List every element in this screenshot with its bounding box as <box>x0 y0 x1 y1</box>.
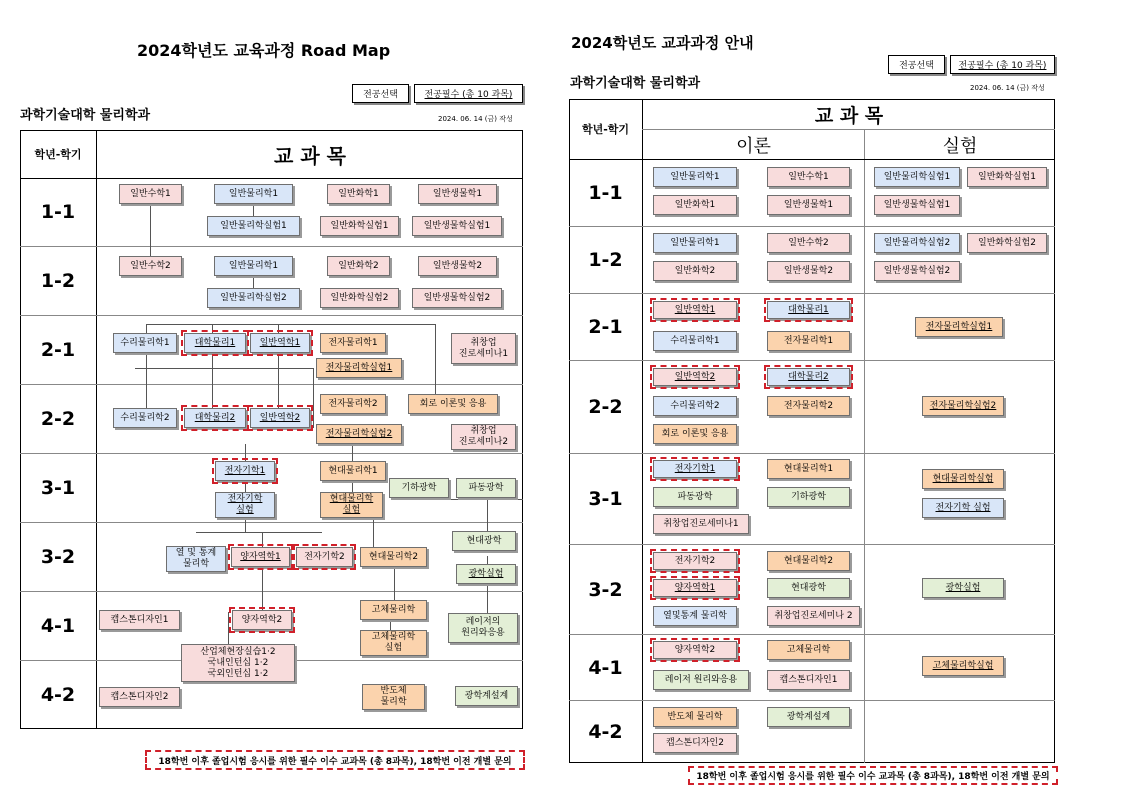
course-box[interactable]: 캡스톤디자인2 <box>99 687 180 707</box>
left-term: 4-2 <box>40 683 76 706</box>
left-dept: 과학기술대학 물리학과 <box>20 108 151 123</box>
course-box[interactable]: 전자물리학실험2 <box>316 424 402 444</box>
course-box[interactable]: 현대물리학2 <box>767 551 850 571</box>
right-required-note: 18학번 이후 졸업시험 응시를 위한 필수 이수 교과목 (총 8과목), 18학번 이전 개별 문의 <box>688 766 1058 785</box>
course-box[interactable]: 일반물리학실험2 <box>207 288 300 308</box>
course-box[interactable]: 일반물리학실험1 <box>207 216 300 236</box>
course-box[interactable]: 일반화학실험1 <box>967 167 1047 187</box>
course-box[interactable]: 고체물리학실험 <box>922 656 1004 676</box>
left-term: 2-1 <box>40 338 76 361</box>
left-term: 3-1 <box>40 476 76 499</box>
course-box[interactable]: 전자물리학1 <box>320 333 386 353</box>
course-box[interactable]: 반도체 물리학 <box>653 707 737 727</box>
course-box[interactable]: 수리물리학1 <box>113 333 177 353</box>
course-box[interactable]: 전자물리학2 <box>320 394 386 414</box>
required-course-box[interactable]: 전자기학2 <box>653 552 737 570</box>
required-course-box[interactable]: 양자역학1 <box>231 547 290 567</box>
course-box[interactable]: 레이저의 원리와응용 <box>448 613 518 643</box>
left-header-courses: 교 과 목 <box>274 143 346 168</box>
required-course-box[interactable]: 양자역학2 <box>232 610 292 630</box>
left-term: 4-1 <box>40 614 76 637</box>
course-box[interactable]: 일반생물학2 <box>767 261 850 281</box>
left-required-note: 18학번 이후 졸업시험 응시를 위한 필수 이수 교과목 (총 8과목), 18학번 이전 개별 문의 <box>145 750 525 770</box>
course-box[interactable]: 일반수학1 <box>119 184 182 204</box>
right-term: 2-2 <box>588 396 623 418</box>
course-box[interactable]: 현대광학 <box>767 578 850 598</box>
course-box[interactable]: 일반화학실험2 <box>320 288 399 308</box>
right-term: 4-2 <box>588 721 623 743</box>
course-box[interactable]: 전자기학 실험 <box>215 492 275 518</box>
required-course-box[interactable]: 대학물리1 <box>184 333 246 353</box>
course-box[interactable]: 일반생물학실험1 <box>874 195 960 215</box>
course-box[interactable]: 일반화학실험2 <box>967 233 1047 253</box>
left-term: 1-1 <box>40 201 76 223</box>
required-course-box[interactable]: 일반역학1 <box>250 333 310 353</box>
course-box[interactable]: 현대물리학1 <box>767 459 850 479</box>
course-box[interactable]: 일반물리학1 <box>214 256 293 276</box>
course-box[interactable]: 취창업 진로세미나2 <box>451 424 516 450</box>
right-legend-elective: 전공선택 <box>888 55 945 74</box>
right-header-year: 학년-학기 <box>581 123 630 136</box>
right-header-lab: 실험 <box>942 135 978 157</box>
course-box[interactable]: 회로 이론및 응용 <box>408 394 498 414</box>
left-header-year: 학년-학기 <box>34 148 82 161</box>
required-course-box[interactable]: 대학물리2 <box>767 368 850 386</box>
right-title: 2024학년도 교과과정 안내 <box>571 34 754 52</box>
course-box[interactable]: 일반화학2 <box>327 256 390 276</box>
course-box[interactable]: 전자기학 실험 <box>922 498 1004 518</box>
course-box[interactable]: 기하광학 <box>767 487 850 507</box>
left-title: 2024학년도 교육과정 Road Map <box>137 41 391 60</box>
course-box[interactable]: 현대물리학1 <box>320 461 386 481</box>
course-box[interactable]: 파동광학 <box>456 478 516 498</box>
course-box[interactable]: 캡스톤디자인2 <box>653 733 737 753</box>
required-course-box[interactable]: 대학물리1 <box>767 301 850 319</box>
required-course-box[interactable]: 일반역학2 <box>250 408 310 428</box>
right-term: 2-1 <box>588 316 623 338</box>
course-box[interactable]: 일반수학1 <box>767 167 850 187</box>
course-box[interactable]: 고체물리학 <box>767 640 850 660</box>
course-box[interactable]: 일반수학2 <box>119 256 182 276</box>
course-box[interactable]: 수리물리학1 <box>653 331 737 351</box>
course-box[interactable]: 일반생물학2 <box>418 256 497 276</box>
course-box[interactable]: 취창업진로세미나 2 <box>767 606 860 626</box>
course-box[interactable]: 기하광학 <box>389 478 449 498</box>
course-box[interactable]: 반도체 물리학 <box>362 684 425 710</box>
course-box[interactable]: 일반화학실험1 <box>320 216 399 236</box>
course-box[interactable]: 취창업진로세미나1 <box>653 514 749 534</box>
course-box[interactable]: 현대물리학 실험 <box>320 492 383 518</box>
left-legend-required: 전공필수 (총 10 과목) <box>414 84 523 103</box>
course-box[interactable]: 전자물리학실험1 <box>316 358 402 378</box>
course-box[interactable]: 광학실험 <box>456 564 516 584</box>
course-box[interactable]: 현대물리학실험 <box>922 469 1004 489</box>
course-box[interactable]: 전자물리학2 <box>767 396 850 416</box>
left-date: 2024. 06. 14 (금) 작성 <box>438 115 513 123</box>
course-box[interactable]: 고체물리학 <box>360 600 427 620</box>
left-legend-elective: 전공선택 <box>352 84 409 103</box>
course-box[interactable]: 일반생물학실험2 <box>412 288 502 308</box>
right-header-theory: 이론 <box>736 135 771 157</box>
required-course-box[interactable]: 전자기학1 <box>653 460 737 478</box>
required-course-box[interactable]: 전자기학2 <box>296 547 353 567</box>
course-box[interactable]: 일반물리학실험2 <box>874 233 960 253</box>
course-box[interactable]: 일반생물학1 <box>767 195 850 215</box>
left-term: 1-2 <box>40 269 76 292</box>
left-term: 2-2 <box>40 407 76 430</box>
required-course-box[interactable]: 전자기학1 <box>215 461 275 481</box>
right-header-courses: 교 과 목 <box>814 104 884 127</box>
course-box[interactable]: 열및통계 물리학 <box>653 606 737 626</box>
course-box[interactable]: 고체물리학 실험 <box>360 630 427 656</box>
course-box[interactable]: 일반화학1 <box>327 184 390 204</box>
course-box[interactable]: 열 및 통계 물리학 <box>166 546 226 572</box>
course-box[interactable]: 일반물리학1 <box>653 233 737 253</box>
required-course-box[interactable]: 대학물리2 <box>184 408 246 428</box>
course-box[interactable]: 일반생물학실험1 <box>412 216 502 236</box>
course-box[interactable]: 일반물리학1 <box>653 167 737 187</box>
course-box[interactable]: 일반물리학1 <box>214 184 293 204</box>
right-term: 3-2 <box>588 578 623 601</box>
course-box[interactable]: 현대물리학2 <box>360 547 427 567</box>
right-term: 3-1 <box>588 488 623 510</box>
course-box[interactable]: 전자물리학실험1 <box>915 317 1003 337</box>
required-course-box[interactable]: 일반역학1 <box>653 301 737 319</box>
course-box[interactable]: 파동광학 <box>653 487 737 507</box>
course-box[interactable]: 수리물리학2 <box>113 408 177 428</box>
required-course-box[interactable]: 양자역학1 <box>653 579 737 597</box>
course-box[interactable]: 전자물리학실험2 <box>922 396 1004 416</box>
course-box[interactable]: 레이저 원리와응용 <box>653 670 749 690</box>
required-course-box[interactable]: 양자역학2 <box>653 641 737 659</box>
right-legend-required: 전공필수 (총 10 과목) <box>950 55 1055 74</box>
course-box[interactable]: 일반생물학1 <box>418 184 497 204</box>
course-box[interactable]: 현대광학 <box>452 531 516 551</box>
course-box[interactable]: 회로 이론및 응용 <box>653 424 737 444</box>
course-box[interactable]: 산업체현장실습1·2 국내인턴십 1·2 국외인턴십 1·2 <box>181 644 295 682</box>
course-box[interactable]: 일반생물학실험2 <box>874 261 960 281</box>
right-dept: 과학기술대학 물리학과 <box>570 76 701 91</box>
course-box[interactable]: 일반물리학실험1 <box>874 167 960 187</box>
left-term: 3-2 <box>40 545 76 568</box>
course-box[interactable]: 광학실험 <box>922 578 1004 598</box>
right-term: 4-1 <box>588 656 623 679</box>
right-term: 1-1 <box>588 182 623 204</box>
right-date: 2024. 06. 14 (금) 작성 <box>970 84 1045 92</box>
course-box[interactable]: 수리물리학2 <box>653 396 737 416</box>
course-box[interactable]: 캡스톤디자인1 <box>99 610 180 630</box>
required-course-box[interactable]: 일반역학2 <box>653 368 737 386</box>
course-box[interactable]: 광학계설계 <box>455 686 518 706</box>
course-box[interactable]: 전자물리학1 <box>767 331 850 351</box>
course-box[interactable]: 광학계설계 <box>767 707 850 727</box>
course-box[interactable]: 캡스톤디자인1 <box>767 670 850 690</box>
course-box[interactable]: 일반화학2 <box>653 261 737 281</box>
course-box[interactable]: 일반화학1 <box>653 195 737 215</box>
right-term: 1-2 <box>588 249 623 271</box>
course-box[interactable]: 취창업 진로세미나1 <box>451 333 516 364</box>
course-box[interactable]: 일반수학2 <box>767 233 850 253</box>
